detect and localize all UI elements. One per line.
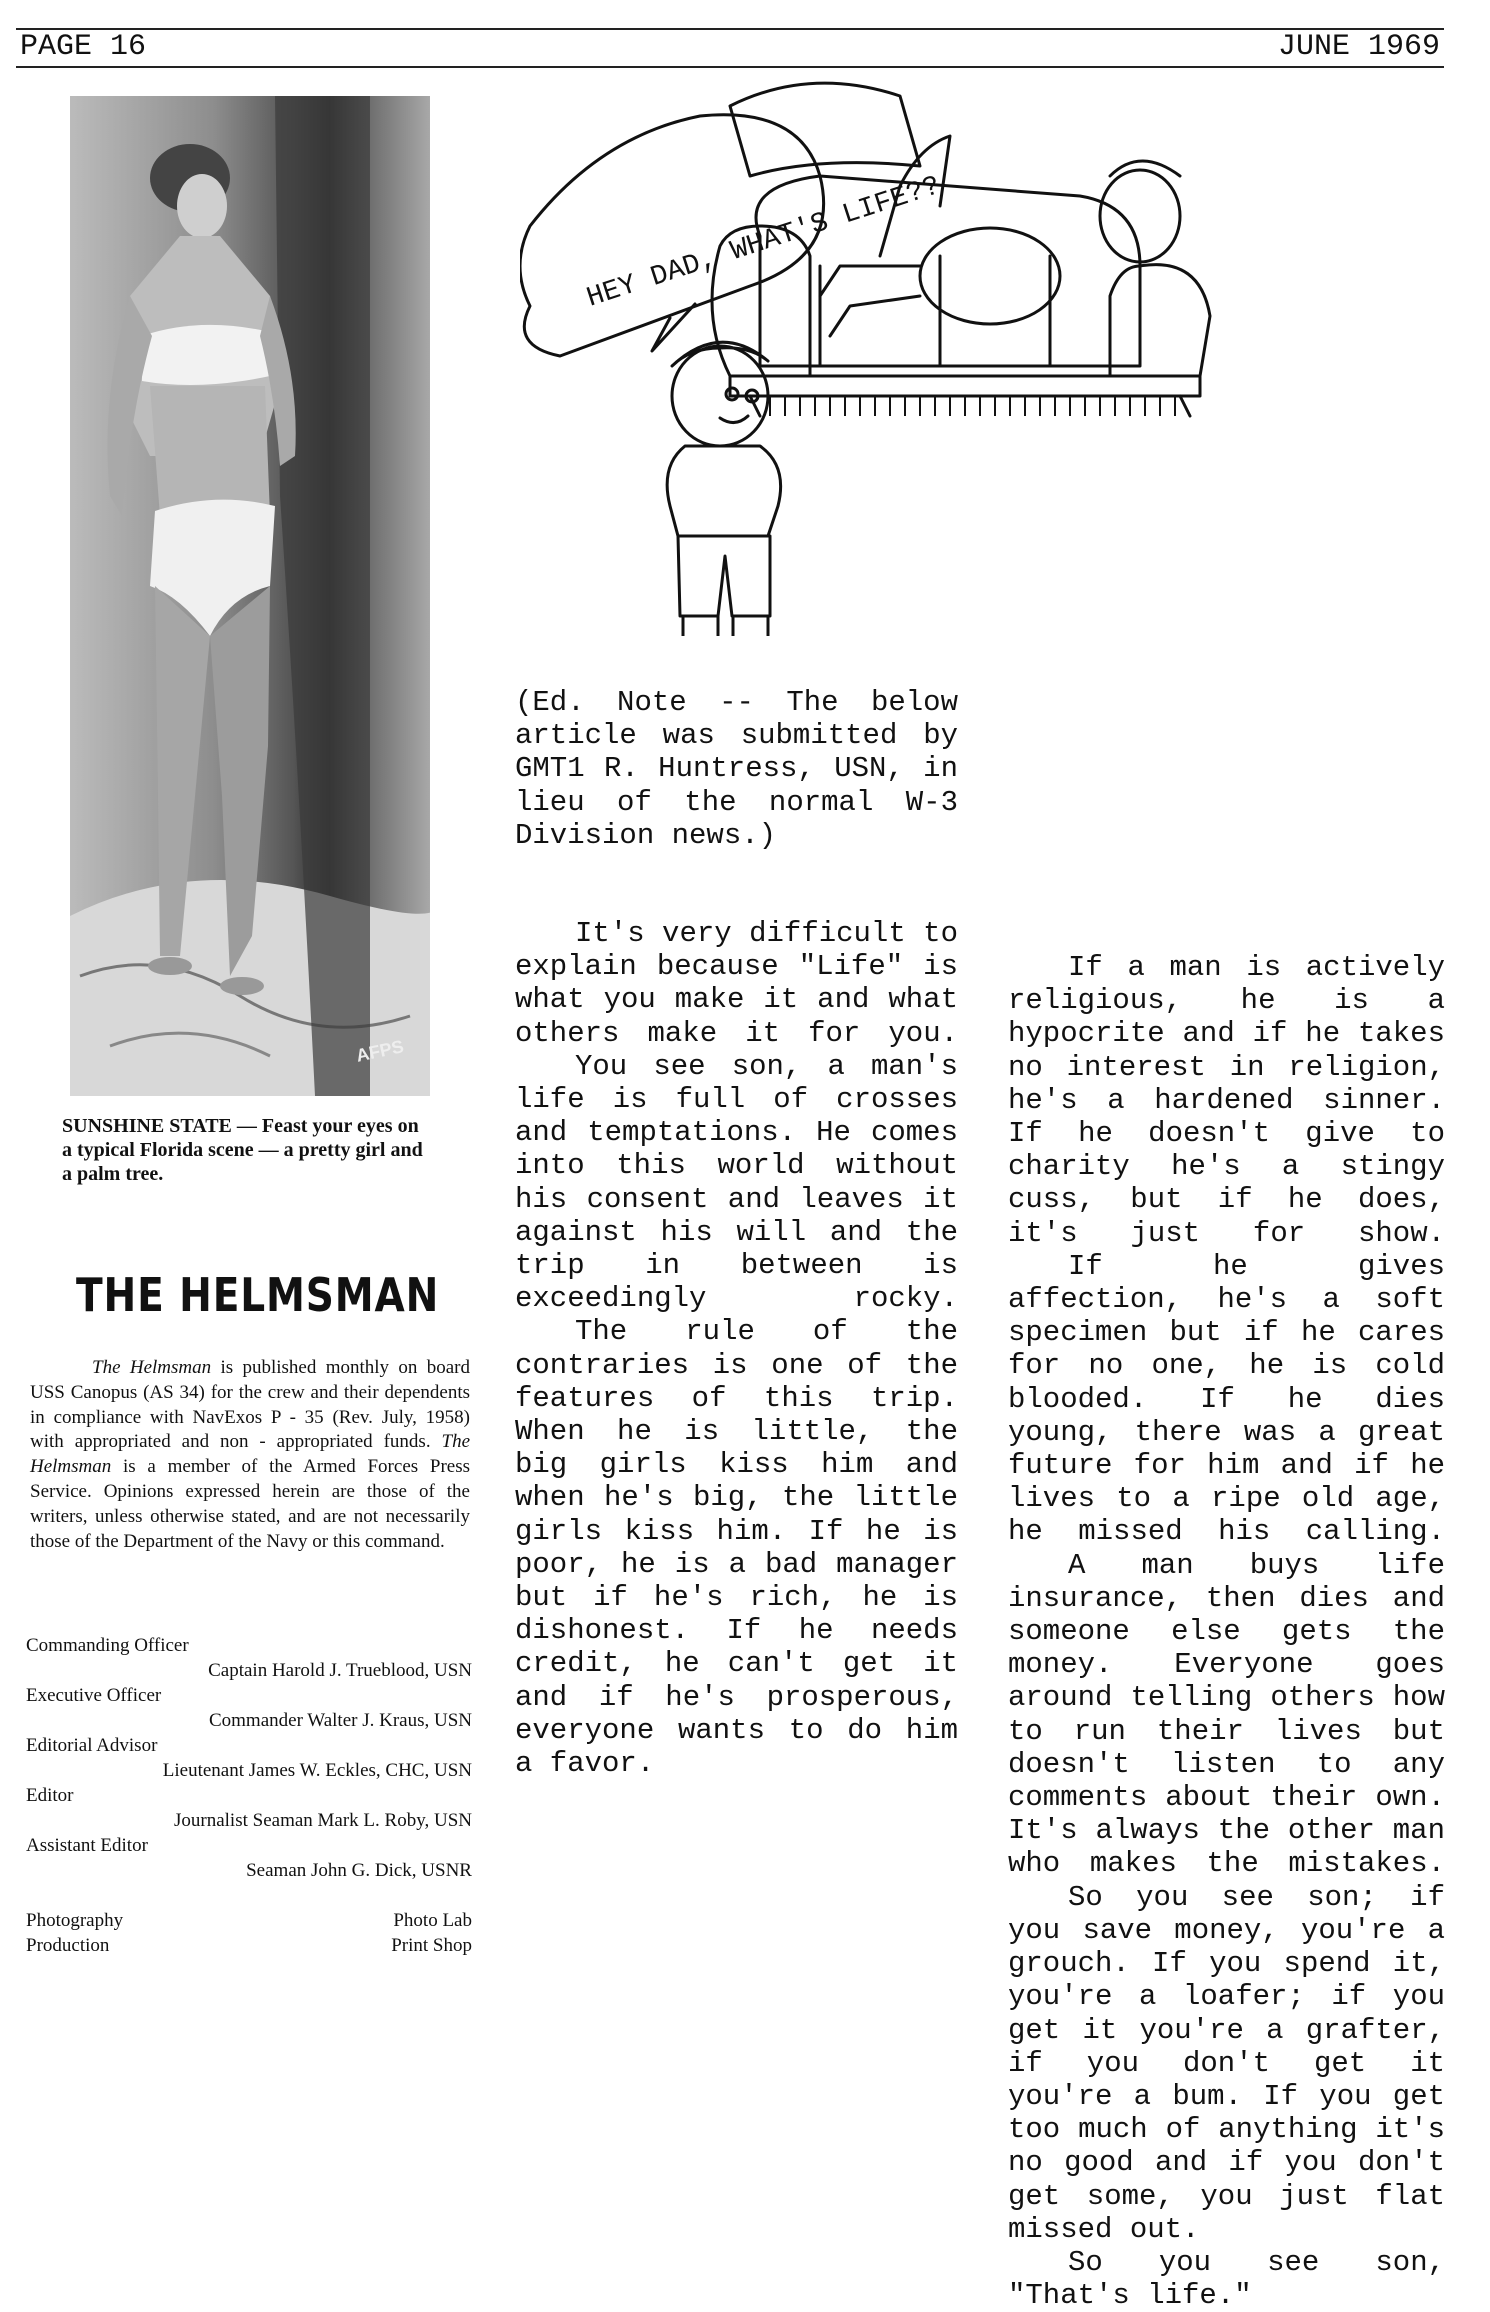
- article-column-right: [1008, 951, 1445, 2312]
- staff-role: Photography: [26, 1910, 124, 1931]
- staff-name: Captain Harold J. Trueblood, USN: [208, 1660, 472, 1681]
- article-paragraph: If he gives affection, he's a soft specimen but if he cares for no one, he is cold blooded. If he dies young, there was a great future for him and if he lives to a ripe old age, he missed his calling.: [1008, 1249, 1445, 1549]
- staff-production: [26, 1933, 472, 1958]
- cartoon-illustration: [520, 66, 1450, 636]
- ed-note-text: (Ed. Note -- The below article was submitted by GMT1 R. Huntress, USN, in lieu of the normal W-3 Division news.): [515, 686, 958, 852]
- staff-name: Commander Walter J. Kraus, USN: [208, 1710, 472, 1731]
- staff-role: Production: [26, 1935, 110, 1956]
- article-paragraph: It's very difficult to explain because "Life" is what you make it and what others make it for you.: [515, 917, 958, 1050]
- ed-note: [515, 686, 958, 852]
- masthead-title: THE HELMSMAN: [76, 1268, 440, 1322]
- staff-editorial-advisor: [26, 1733, 472, 1783]
- staff-photography: [26, 1908, 472, 1933]
- staff-role: Commanding Officer: [26, 1635, 189, 1656]
- article-paragraph: So you see son, "That's life.": [1008, 2245, 1445, 2312]
- article-paragraph: The rule of the contraries is one of the features of this trip. When he is little, the big girls kiss him and when he's big, the little girls kiss him. If he is poor, he is a bad manager but if he's rich, he is dishonest. If he needs credit, he can't get it and if he's prosperous, everyone wants to do him a favor.: [515, 1315, 958, 1781]
- publication-name: The Helmsman: [30, 1431, 470, 1478]
- photo-caption: SUNSHINE STATE — Feast your eyes on a typical Florida scene — a pretty girl and a palm tree.: [62, 1115, 423, 1185]
- article-paragraph: If a man is actively religious, he is a hypocrite and if he takes no interest in religion, he's a hardened sinner. If he doesn't give to charity he's a stingy cuss, but if he does, it's just for show.: [1008, 951, 1445, 1250]
- staff-value: Print Shop: [391, 1935, 472, 1956]
- staff-editor: [26, 1783, 472, 1833]
- staff-name: Journalist Seaman Mark L. Roby, USN: [174, 1810, 472, 1831]
- publication-name: The Helmsman: [92, 1357, 212, 1378]
- speech-text: HEY DAD, WHAT'S LIFE??: [583, 170, 945, 315]
- article-paragraph: You see son, a man's life is full of crosses and temptations. He comes into this world without his consent and leaves it against his will and the trip in between is exceedingly rocky.: [515, 1049, 958, 1316]
- issue-date: JUNE 1969: [1277, 30, 1440, 64]
- masthead-text-2: is a member of the Armed Forces Press Service. Opinions expressed herein are those of the writers, unless otherwise stated, and are not necessarily those of the Department of the Navy or this command.: [30, 1456, 470, 1552]
- article-paragraph: So you see son; if you save money, you're a grouch. If you spend it, you're a loafer; if you get it you're a grafter, if you don't get it you're a bum. If you get too much of anything it's no good and if you don't get some, you just flat missed out.: [1008, 1880, 1445, 2246]
- staff-name: Lieutenant James W. Eckles, CHC, USN: [162, 1760, 472, 1781]
- staff-executive-officer: [26, 1683, 472, 1733]
- page-number: PAGE 16: [20, 30, 147, 64]
- staff-value: Photo Lab: [393, 1910, 472, 1931]
- masthead-statement: [30, 1356, 470, 1554]
- article-column-middle: [515, 917, 958, 1780]
- photo-credit: AFPS: [354, 1036, 406, 1066]
- staff-name: Seaman John G. Dick, USNR: [246, 1860, 472, 1881]
- staff-role: Executive Officer: [26, 1685, 162, 1706]
- staff-role: Assistant Editor: [26, 1835, 148, 1856]
- staff-assistant-editor: [26, 1833, 472, 1883]
- page-header: [16, 28, 1444, 68]
- article-paragraph: A man buys life insurance, then dies and someone else gets the money. Everyone goes around telling others how to run their lives but doesn't listen to any comments about their own. It's always the other man who makes the mistakes.: [1008, 1548, 1445, 1881]
- staff-role: Editorial Advisor: [26, 1735, 158, 1756]
- masthead-text-1: is published monthly on board USS Canopus (AS 34) for the crew and their dependents in compliance with NavExos P - 35 (Rev. July, 1958) with appropriated and non - appropriated funds.: [30, 1357, 470, 1453]
- staff-role: Editor: [26, 1785, 74, 1806]
- staff-commanding-officer: [26, 1633, 472, 1683]
- florida-photo: [70, 96, 430, 1096]
